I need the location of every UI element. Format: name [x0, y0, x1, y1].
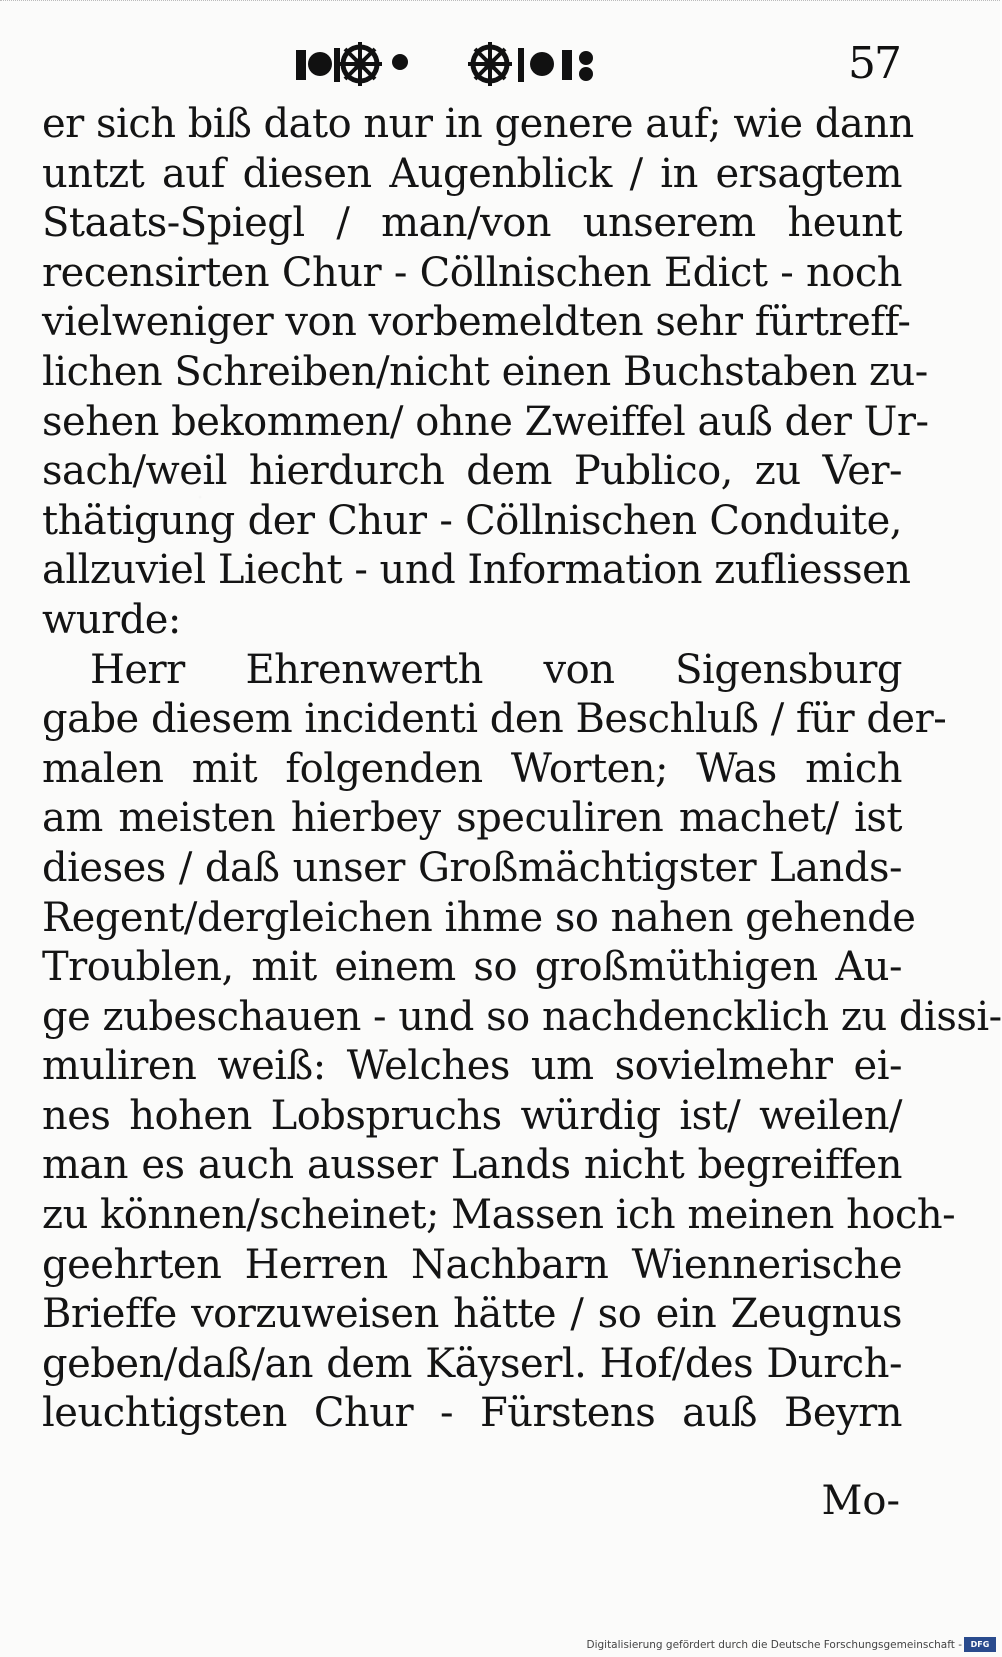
text-line: sehen bekommen/ ohne Zweiffel auß der Ur-	[42, 398, 929, 445]
text-line: malen mit folgenden Worten; Was mich	[42, 745, 902, 792]
text-line: sach/weil hierdurch dem Publico, zu Ver-	[42, 448, 902, 495]
text-line: thätigung der Chur - Cöllnischen Conduite,	[42, 497, 902, 544]
text-line: er sich biß dato nur in genere auf; wie dann	[42, 101, 914, 147]
catchword: Mo-	[821, 1478, 900, 1524]
text-line: recensirten Chur - Cöllnischen Edict - noch	[42, 249, 902, 296]
text-line: man es auch ausser Lands nicht begreiffen	[42, 1142, 902, 1189]
footer-credit: Digitalisierung gefördert durch die Deutsche Forschungsgemeinschaft -	[586, 1639, 962, 1651]
text-line: Troublen, mit einem so großmüthigen Au-	[42, 944, 902, 991]
ornament-icon	[290, 36, 620, 92]
text-line: wurde:	[42, 596, 181, 643]
text-line: geehrten Herren Nachbarn Wiennerische	[42, 1241, 902, 1288]
body-text	[42, 100, 1002, 1439]
dfg-logo: DFG	[964, 1637, 996, 1652]
paragraph-start-line: Herr Ehrenwerth von Sigensburg	[90, 646, 902, 693]
scan-edge	[0, 0, 1000, 7]
text-line: ge zubeschauen - und so nachdencklich zu dissi-	[42, 993, 1002, 1040]
text-line: lichen Schreiben/nicht einen Buchstaben zu-	[42, 348, 928, 395]
text-line: Staats-Spiegl / man/von unserem heunt	[42, 200, 902, 247]
digitization-footer	[0, 1634, 1000, 1657]
text-line: muliren weiß: Welches um sovielmehr ei-	[42, 1043, 902, 1090]
text-line: Regent/dergleichen ihme so nahen gehende	[42, 894, 916, 941]
text-line: zu können/scheinet; Massen ich meinen hoch-	[42, 1192, 956, 1239]
page-header	[290, 30, 910, 100]
text-line: gabe diesem incidenti den Beschluß / für der-	[42, 696, 947, 743]
text-line: nes hohen Lobspruchs würdig ist/ weilen/	[42, 1092, 902, 1139]
text-line: untzt auf diesen Augenblick / in ersagtem	[42, 150, 902, 197]
text-line: am meisten hierbey speculiren machet/ ist	[42, 795, 902, 842]
page-number: 57	[848, 38, 900, 89]
text-line: vielweniger von vorbemeldten sehr fürtreff-	[42, 299, 911, 346]
text-line: dieses / daß unser Großmächtigster Lands-	[42, 844, 902, 891]
text-line: allzuviel Liecht - und Information zufliessen	[42, 547, 911, 594]
text-line: Brieffe vorzuweisen hätte / so ein Zeugnus	[42, 1291, 902, 1338]
text-line: leuchtigsten Chur - Fürstens auß Beyrn	[42, 1390, 902, 1437]
text-line: geben/daß/an dem Käyserl. Hof/des Durch-	[42, 1340, 902, 1387]
